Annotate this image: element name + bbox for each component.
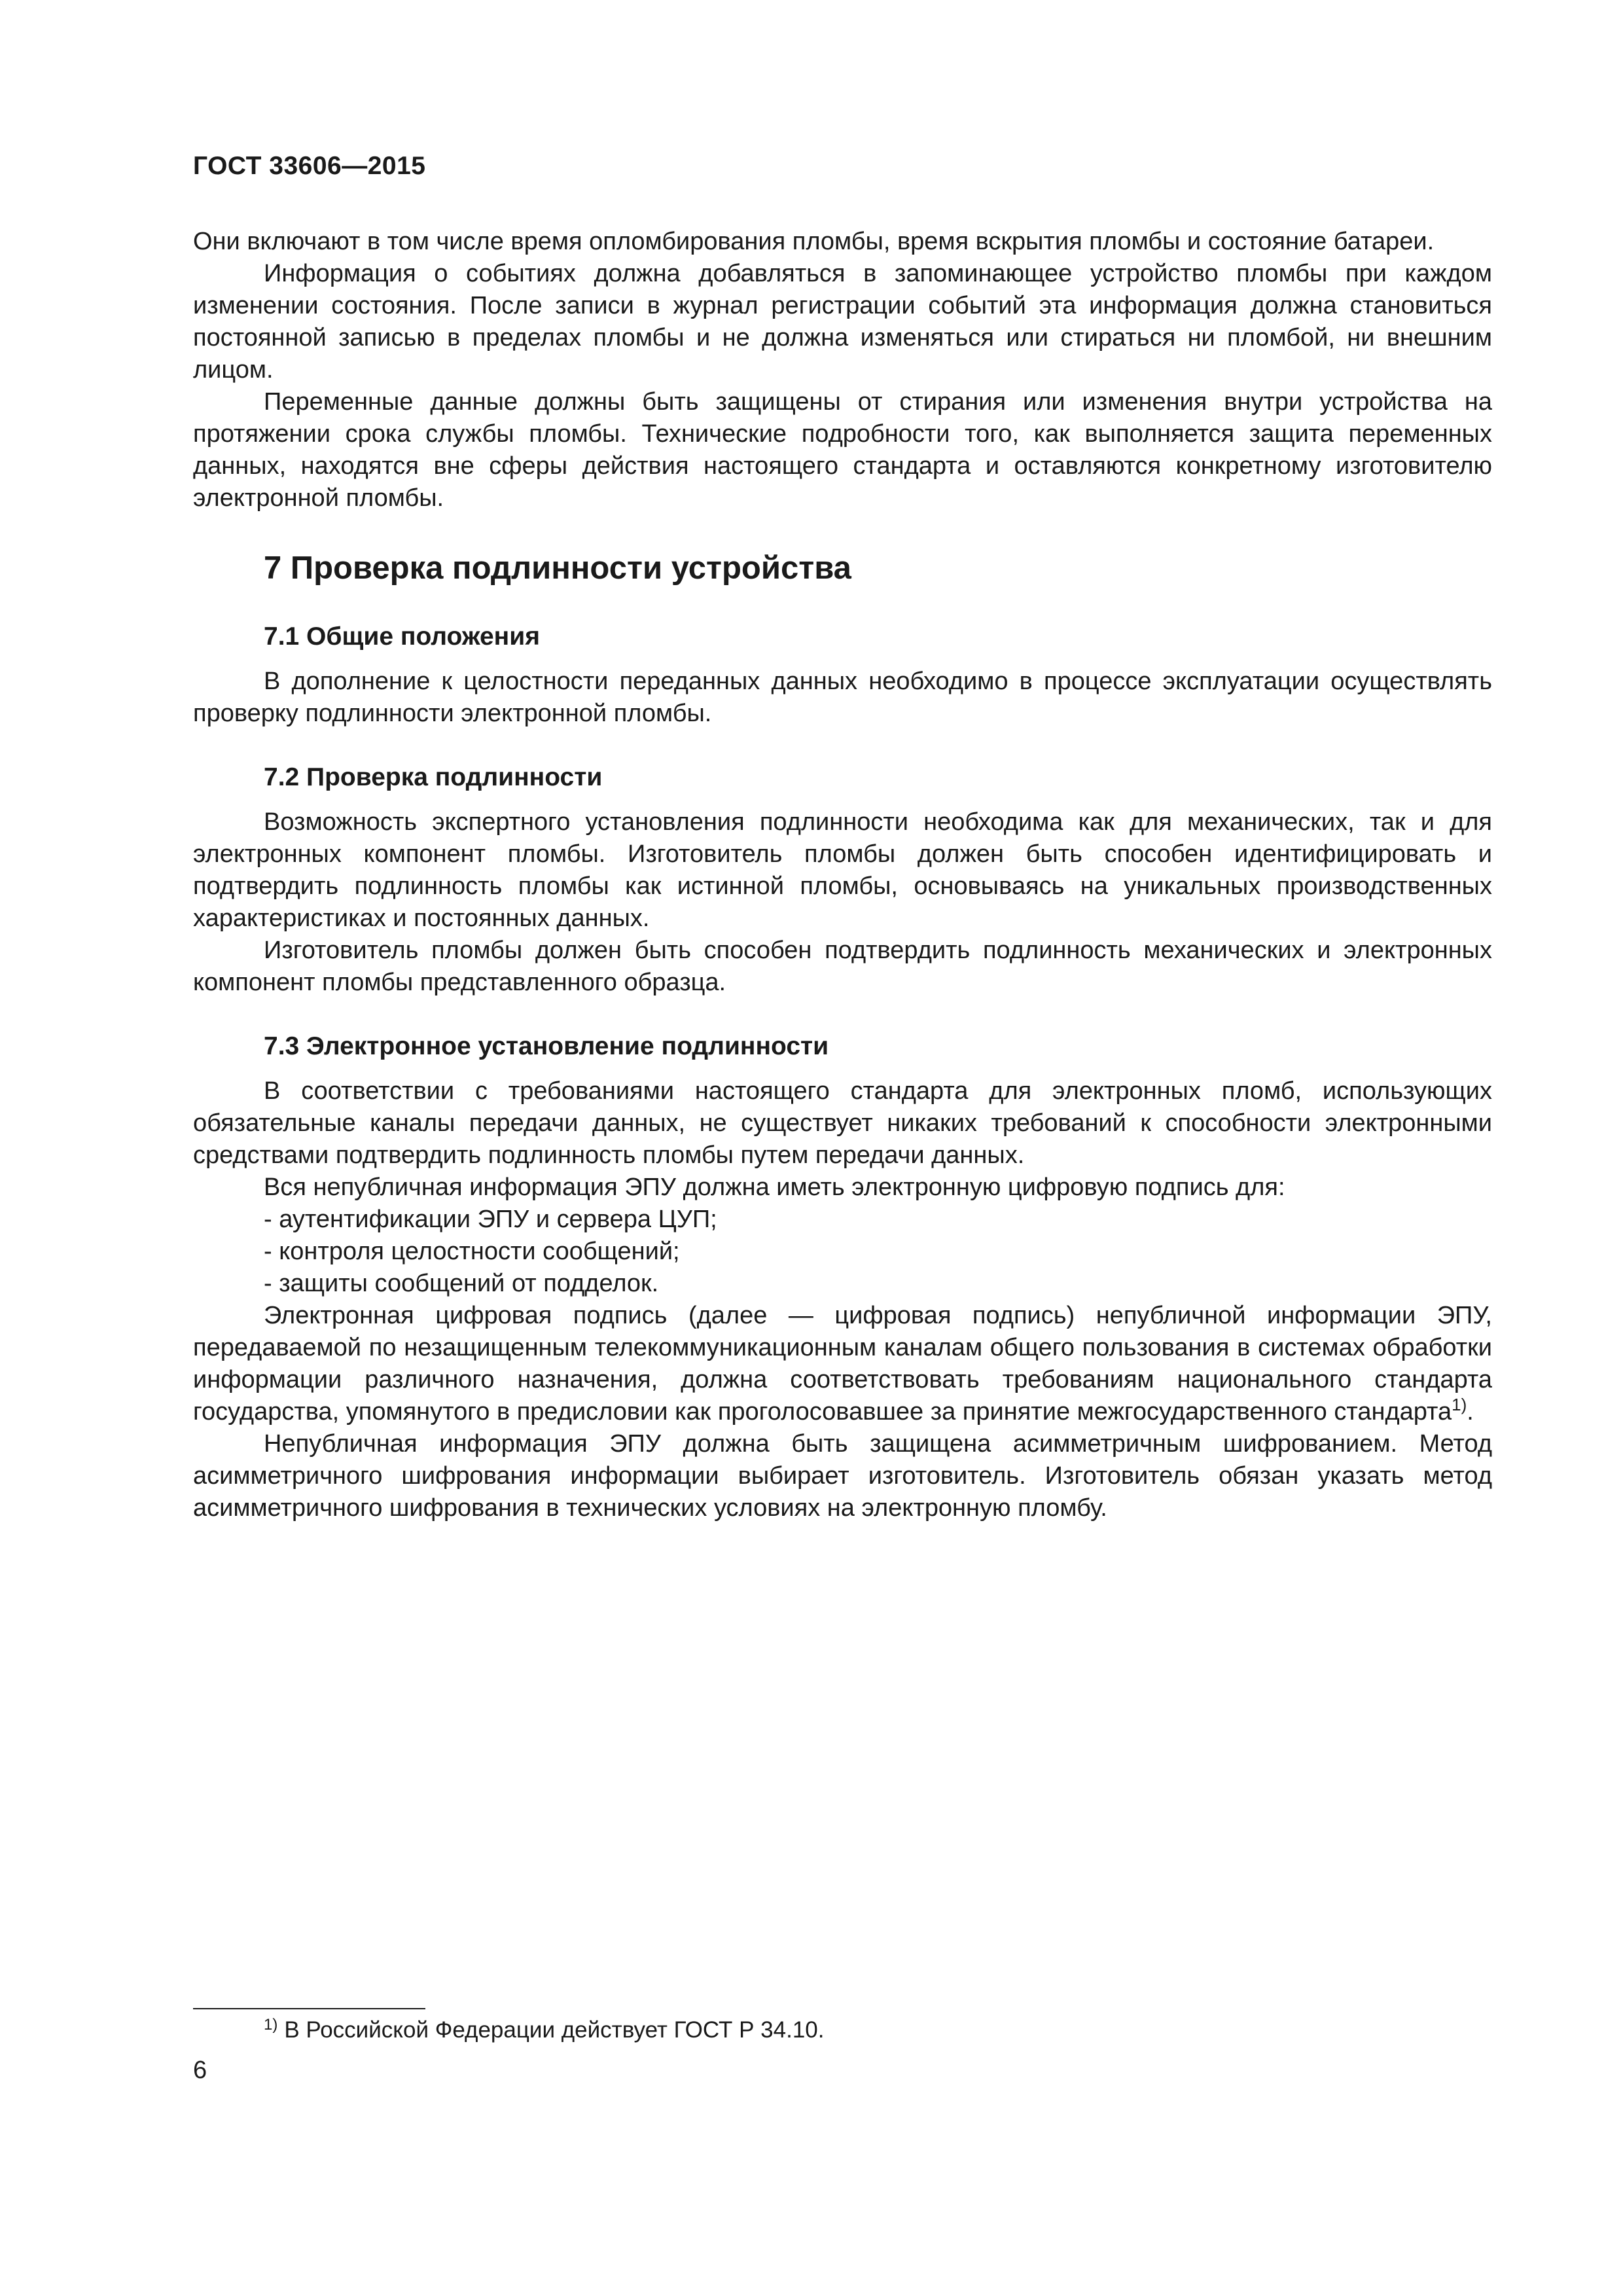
section-7-2-paragraph-2: Изготовитель пломбы должен быть способен подтвердить подлинность механических и электронных компонент пломбы представленного образца. (193, 937, 1492, 996)
footnote-reference[interactable]: 1) (1452, 1395, 1467, 1414)
section-7-heading: 7 Проверка подлинности устройства (264, 550, 851, 586)
section-7-3-paragraph-2: Вся непубличная информация ЭПУ должна иметь электронную цифровую подпись для: (264, 1174, 1285, 1201)
paragraph-text: Электронная цифровая подпись (далее — цифровая подпись) непубличной информации ЭПУ, передаваемой по незащищенным телекоммуникационным каналам общего пользования в системах обработки информации различного назначения, должна соответствовать требованиям национального стандарта государства, упомянутого в предисловии как проголосовавшее за принятие межгосударственного стандарта (193, 1302, 1492, 1426)
intro-paragraph-1: Они включают в том числе время опломбирования пломбы, время вскрытия пломбы и состояние батареи. (193, 228, 1435, 255)
section-7-1-heading: 7.1 Общие положения (264, 622, 540, 651)
section-7-2-heading: 7.2 Проверка подлинности (264, 763, 603, 791)
page-number: 6 (193, 2056, 207, 2084)
document-code-header: ГОСТ 33606—2015 (193, 152, 426, 180)
section-7-1-paragraph: В дополнение к целостности переданных данных необходимо в процессе эксплуатации осуществлять проверку подлинности электронной пломбы. (193, 668, 1492, 727)
footnote-marker: 1) (264, 2016, 278, 2034)
section-7-3-heading: 7.3 Электронное установление подлинности (264, 1032, 829, 1060)
page-body (193, 226, 1492, 1524)
footnote (264, 2016, 825, 2045)
paragraph-end: . (1467, 1398, 1474, 1426)
signature-purpose-list (193, 1204, 1492, 1300)
list-item: - аутентификации ЭПУ и сервера ЦУП; (264, 1206, 717, 1233)
section-7-3-paragraph-3 (193, 1300, 1492, 1428)
section-7-2-paragraph-1: Возможность экспертного установления подлинности необходима как для механических, так и для электронных компонент пломбы. Изготовитель пломбы должен быть способен идентифицировать и подтвердить подлинность пломбы как истинной пломбы, основываясь на уникальных производственных характеристиках и постоянных данных. (193, 808, 1492, 932)
list-item: - контроля целостности сообщений; (264, 1238, 680, 1265)
section-7-3-paragraph-4: Непубличная информация ЭПУ должна быть защищена асимметричным шифрованием. Метод асимметричного шифрования информации выбирает изготовитель. Изготовитель обязан указать метод асимметричного шифрования в технических условиях на электронную пломбу. (193, 1430, 1492, 1522)
footnote-divider (193, 2008, 425, 2009)
list-item: - защиты сообщений от подделок. (264, 1270, 659, 1297)
footnote-text: В Российской Федерации действует ГОСТ Р 34.10. (284, 2017, 825, 2043)
section-7-3-paragraph-1: В соответствии с требованиями настоящего стандарта для электронных пломб, использующих обязательные каналы передачи данных, не существует никаких требований к способности электронными средствами подтвердить подлинность пломбы путем передачи данных. (193, 1077, 1492, 1169)
intro-paragraph-3: Переменные данные должны быть защищены от стирания или изменения внутри устройства на протяжении срока службы пломбы. Технические подробности того, как выполняется защита переменных данных, находятся вне сферы действия настоящего стандарта и оставляются конкретному изготовителю электронной пломбы. (193, 388, 1492, 512)
intro-paragraph-2: Информация о событиях должна добавляться в запоминающее устройство пломбы при каждом изменении состояния. После записи в журнал регистрации событий эта информация должна становиться постоянной записью в пределах пломбы и не должна изменяться или стираться ни пломбой, ни внешним лицом. (193, 260, 1492, 384)
